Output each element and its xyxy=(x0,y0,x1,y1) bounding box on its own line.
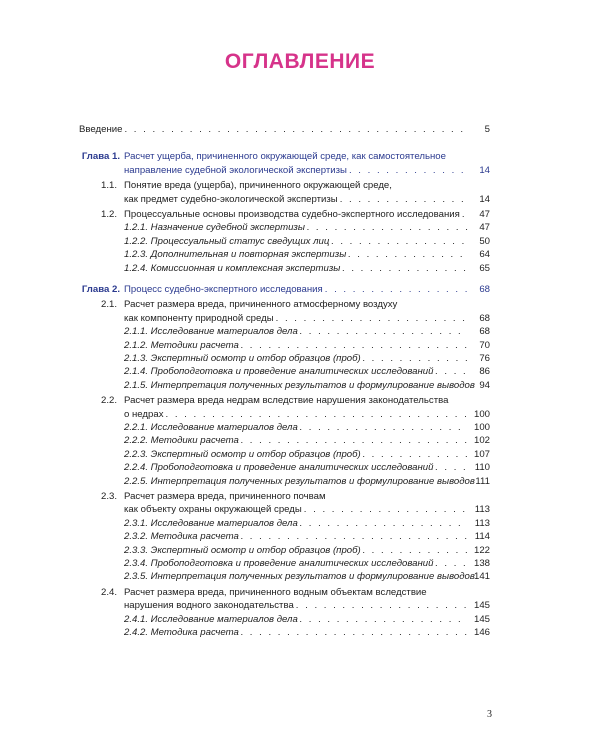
dot-leader xyxy=(363,352,468,365)
toc-page-number: 107 xyxy=(473,448,490,460)
toc-entry-title xyxy=(124,394,470,421)
toc-title-line: Процессуальные основы производства судебно-экспертного исследования xyxy=(124,209,460,220)
toc-entry-sub3 xyxy=(0,461,600,474)
toc-entry-title xyxy=(124,150,470,177)
toc-page-number: 86 xyxy=(479,366,490,378)
dot-leader xyxy=(325,283,468,296)
toc-page-number: 114 xyxy=(474,531,490,543)
toc-entry-title xyxy=(124,557,470,570)
page-title: ОГЛАВЛЕНИЕ xyxy=(224,50,376,73)
dot-leader xyxy=(348,248,468,261)
toc-entry-title xyxy=(124,339,470,352)
toc-title-line: 2.2.3. Экспертный осмотр и отбор образцов (проб) xyxy=(124,448,361,460)
toc-title-line: как предмет судебно-экологической экспертизы xyxy=(124,193,338,205)
toc-entry-title xyxy=(124,626,470,639)
toc-title-line: как объекту охраны окружающей среды xyxy=(124,504,302,516)
toc-title-line: 2.2.1. Исследование материалов дела xyxy=(124,422,298,433)
dot-leader xyxy=(300,613,468,626)
toc-entry-sub xyxy=(0,298,600,325)
toc-page-number: 47 xyxy=(479,209,490,220)
dot-leader xyxy=(241,434,468,447)
toc-page-number: 122 xyxy=(473,544,490,556)
toc-entry-title xyxy=(124,208,470,221)
toc-entry-title xyxy=(124,517,470,530)
toc-entry-sub3 xyxy=(0,517,600,530)
toc-title-line: 2.2.5. Интерпретация полученных результатов и формулирование выводов xyxy=(124,475,475,487)
dot-leader xyxy=(349,164,468,177)
toc-entry-chapter xyxy=(0,150,600,177)
toc-entry-sub3 xyxy=(0,475,600,488)
toc-title-line: 1.2.4. Комиссионная и комплексная экспертизы xyxy=(124,262,341,274)
toc-entry-sub3 xyxy=(0,221,600,234)
toc-entry-title xyxy=(124,352,470,365)
section-number: 2.3. xyxy=(100,491,117,502)
toc-entry-sub xyxy=(0,179,600,206)
toc-title-line: 1.2.2. Процессуальный статус сведущих лиц xyxy=(124,235,330,247)
toc-entry-title xyxy=(124,221,470,234)
toc-entry-sub xyxy=(0,394,600,421)
toc-title-line: Понятие вреда (ущерба), причиненного окружающей среде, xyxy=(124,180,392,192)
toc-title-line: 1.2.1. Назначение судебной экспертизы xyxy=(124,222,305,234)
toc-page-number: 68 xyxy=(479,284,490,295)
toc-page-number: 14 xyxy=(479,193,490,205)
toc-title-line: 2.3.1. Исследование материалов дела xyxy=(124,517,298,529)
toc-entry-title xyxy=(124,613,470,626)
dot-leader xyxy=(296,599,468,612)
toc-page-number: 94 xyxy=(479,379,490,391)
dot-leader xyxy=(241,339,468,352)
dot-leader xyxy=(166,408,469,421)
dot-leader xyxy=(331,235,468,248)
dot-leader xyxy=(307,221,468,234)
toc-entry-sub3 xyxy=(0,557,600,570)
toc-page-number: 5 xyxy=(484,124,490,135)
toc-title-line: 1.2.3. Дополнительная и повторная экспертизы xyxy=(124,249,347,261)
toc-title-line: Расчет размера вреда, причиненного атмосферному воздуху xyxy=(124,299,398,311)
toc-entry-chapter xyxy=(0,283,600,296)
toc-entry-title xyxy=(124,490,470,517)
toc-title-line: 2.3.3. Экспертный осмотр и отбор образцов (проб) xyxy=(124,544,361,556)
toc-title-line: Процесс судебно-экспертного исследования xyxy=(124,284,323,295)
toc-entry-sub xyxy=(0,208,600,221)
toc-title-line: 2.2.2. Методики расчета xyxy=(124,435,239,447)
toc-title-line: 2.4.1. Исследование материалов дела xyxy=(124,613,298,625)
toc-page-number: 100 xyxy=(473,408,490,420)
toc-entry-title xyxy=(124,179,470,206)
dot-leader xyxy=(363,544,468,557)
dot-leader xyxy=(300,421,468,434)
toc-page-number: 64 xyxy=(479,249,490,261)
toc-entry-title xyxy=(79,123,470,136)
toc-title-line: 2.1.4. Пробоподготовка и проведение аналитических исследований xyxy=(124,366,434,378)
toc-page-number: 102 xyxy=(473,435,490,447)
toc-title-line: 2.1.1. Исследование материалов дела xyxy=(124,326,298,338)
toc-title-line: 2.1.3. Экспертный осмотр и отбор образцов (проб) xyxy=(124,353,361,364)
toc-title-line: Введение xyxy=(79,124,123,135)
toc-entry-sub3 xyxy=(0,626,600,639)
toc-title-line: 2.3.4. Пробоподготовка и проведение аналитических исследований xyxy=(124,558,434,569)
toc-entry-title xyxy=(124,235,470,248)
toc-page-number: 145 xyxy=(473,613,490,625)
toc-title-line: 2.1.5. Интерпретация полученных результатов и формулирование выводов xyxy=(124,379,475,391)
toc-page-number: 145 xyxy=(473,600,490,612)
toc-page-number: 76 xyxy=(479,353,490,364)
toc-page-number: 47 xyxy=(479,222,490,234)
toc-title-line: Расчет размера вреда недрам вследствие нарушения законодательства xyxy=(124,395,449,407)
section-number: 2.4. xyxy=(100,586,117,598)
toc-page-number: 68 xyxy=(479,326,490,338)
section-number: 1.2. xyxy=(100,209,117,220)
dot-leader xyxy=(435,461,468,474)
toc-page-number: 70 xyxy=(479,339,490,351)
dot-leader xyxy=(435,557,468,570)
dot-leader xyxy=(435,365,468,378)
toc-entry-title xyxy=(124,570,475,583)
toc-title-line: 2.2.4. Пробоподготовка и проведение аналитических исследований xyxy=(124,462,434,474)
toc-entry-title xyxy=(124,475,475,488)
toc-entry-title xyxy=(124,298,470,325)
toc-page-number: 110 xyxy=(474,462,490,474)
toc-entry-sub3 xyxy=(0,325,600,338)
toc-entry-title xyxy=(124,379,475,392)
chapter-label: Глава 1. xyxy=(81,151,120,163)
toc-title-line: направление судебной экологической экспертизы xyxy=(124,164,347,176)
section-number: 1.1. xyxy=(100,180,117,192)
toc-page-number: 50 xyxy=(479,235,490,247)
toc-page-number: 113 xyxy=(474,504,490,516)
toc-entry-sub3 xyxy=(0,339,600,352)
dot-leader xyxy=(241,530,468,543)
section-number: 2.1. xyxy=(100,299,117,311)
dot-leader xyxy=(363,448,468,461)
toc-entry-title xyxy=(124,283,470,296)
toc-page-number: 141 xyxy=(473,571,490,583)
dot-leader xyxy=(300,517,468,530)
toc-entry-sub xyxy=(0,490,600,517)
toc-entry-sub3 xyxy=(0,262,600,275)
toc-entry-title xyxy=(124,434,470,447)
dot-leader xyxy=(241,626,468,639)
toc-title-line: о недрах xyxy=(124,408,164,420)
toc-entry-sub3 xyxy=(0,248,600,261)
toc-entry-title xyxy=(124,248,470,261)
toc-title-line: Расчет размера вреда, причиненного водным объектам вследствие xyxy=(124,586,427,598)
toc-title-line: Расчет размера вреда, причиненного почвам xyxy=(124,491,326,502)
toc-page-number: 100 xyxy=(473,422,490,433)
toc-entry-sub3 xyxy=(0,434,600,447)
toc-page-number: 146 xyxy=(473,627,490,638)
toc-entry-title xyxy=(124,448,470,461)
toc-page-number: 65 xyxy=(479,262,490,274)
toc-entry-sub3 xyxy=(0,570,600,583)
toc-title-line: 2.4.2. Методика расчета xyxy=(124,627,239,638)
toc-entry-sub xyxy=(0,586,600,613)
toc-title-line: нарушения водного законодательства xyxy=(124,600,294,612)
toc-page-number: 138 xyxy=(473,558,490,569)
toc-entry-title xyxy=(124,461,470,474)
dot-leader xyxy=(462,208,468,221)
toc-title-line: 2.1.2. Методики расчета xyxy=(124,339,239,351)
toc-title-line: Расчет ущерба, причиненного окружающей среде, как самостоятельное xyxy=(124,151,446,163)
dot-leader xyxy=(340,193,468,206)
dot-leader xyxy=(276,312,468,325)
toc-entry-sub3 xyxy=(0,365,600,378)
toc-page-number: 113 xyxy=(474,517,490,529)
toc-entry-title xyxy=(124,325,470,338)
toc-entry-sub3 xyxy=(0,448,600,461)
toc-page-number: 14 xyxy=(479,164,490,176)
toc-entry-title xyxy=(124,586,470,613)
page-number: 3 xyxy=(487,709,492,720)
toc-title-line: как компоненту природной среды xyxy=(124,312,274,324)
toc-entry-sub3 xyxy=(0,421,600,434)
toc-entry-title xyxy=(124,365,470,378)
toc-page-number: 111 xyxy=(475,475,490,487)
dot-leader xyxy=(300,325,468,338)
chapter-label: Глава 2. xyxy=(81,284,120,295)
toc-entry-sub3 xyxy=(0,352,600,365)
toc-entry-sub3 xyxy=(0,379,600,392)
toc-title-line: 2.3.5. Интерпретация полученных результатов и формулирование выводов xyxy=(124,571,475,583)
section-number: 2.2. xyxy=(100,395,117,407)
toc-entry-sub3 xyxy=(0,235,600,248)
dot-leader xyxy=(124,123,468,136)
toc-entry-sub3 xyxy=(0,530,600,543)
dot-leader xyxy=(342,262,468,275)
toc-entry-sub3 xyxy=(0,613,600,626)
toc-entry-intro xyxy=(0,123,600,136)
toc-entry-title xyxy=(124,262,470,275)
dot-leader xyxy=(304,503,468,516)
toc-entry-title xyxy=(124,544,470,557)
toc-entry-title xyxy=(124,421,470,434)
toc-entry-title xyxy=(124,530,470,543)
toc-entry-sub3 xyxy=(0,544,600,557)
toc-title-line: 2.3.2. Методика расчета xyxy=(124,531,239,543)
toc-page-number: 68 xyxy=(479,312,490,324)
